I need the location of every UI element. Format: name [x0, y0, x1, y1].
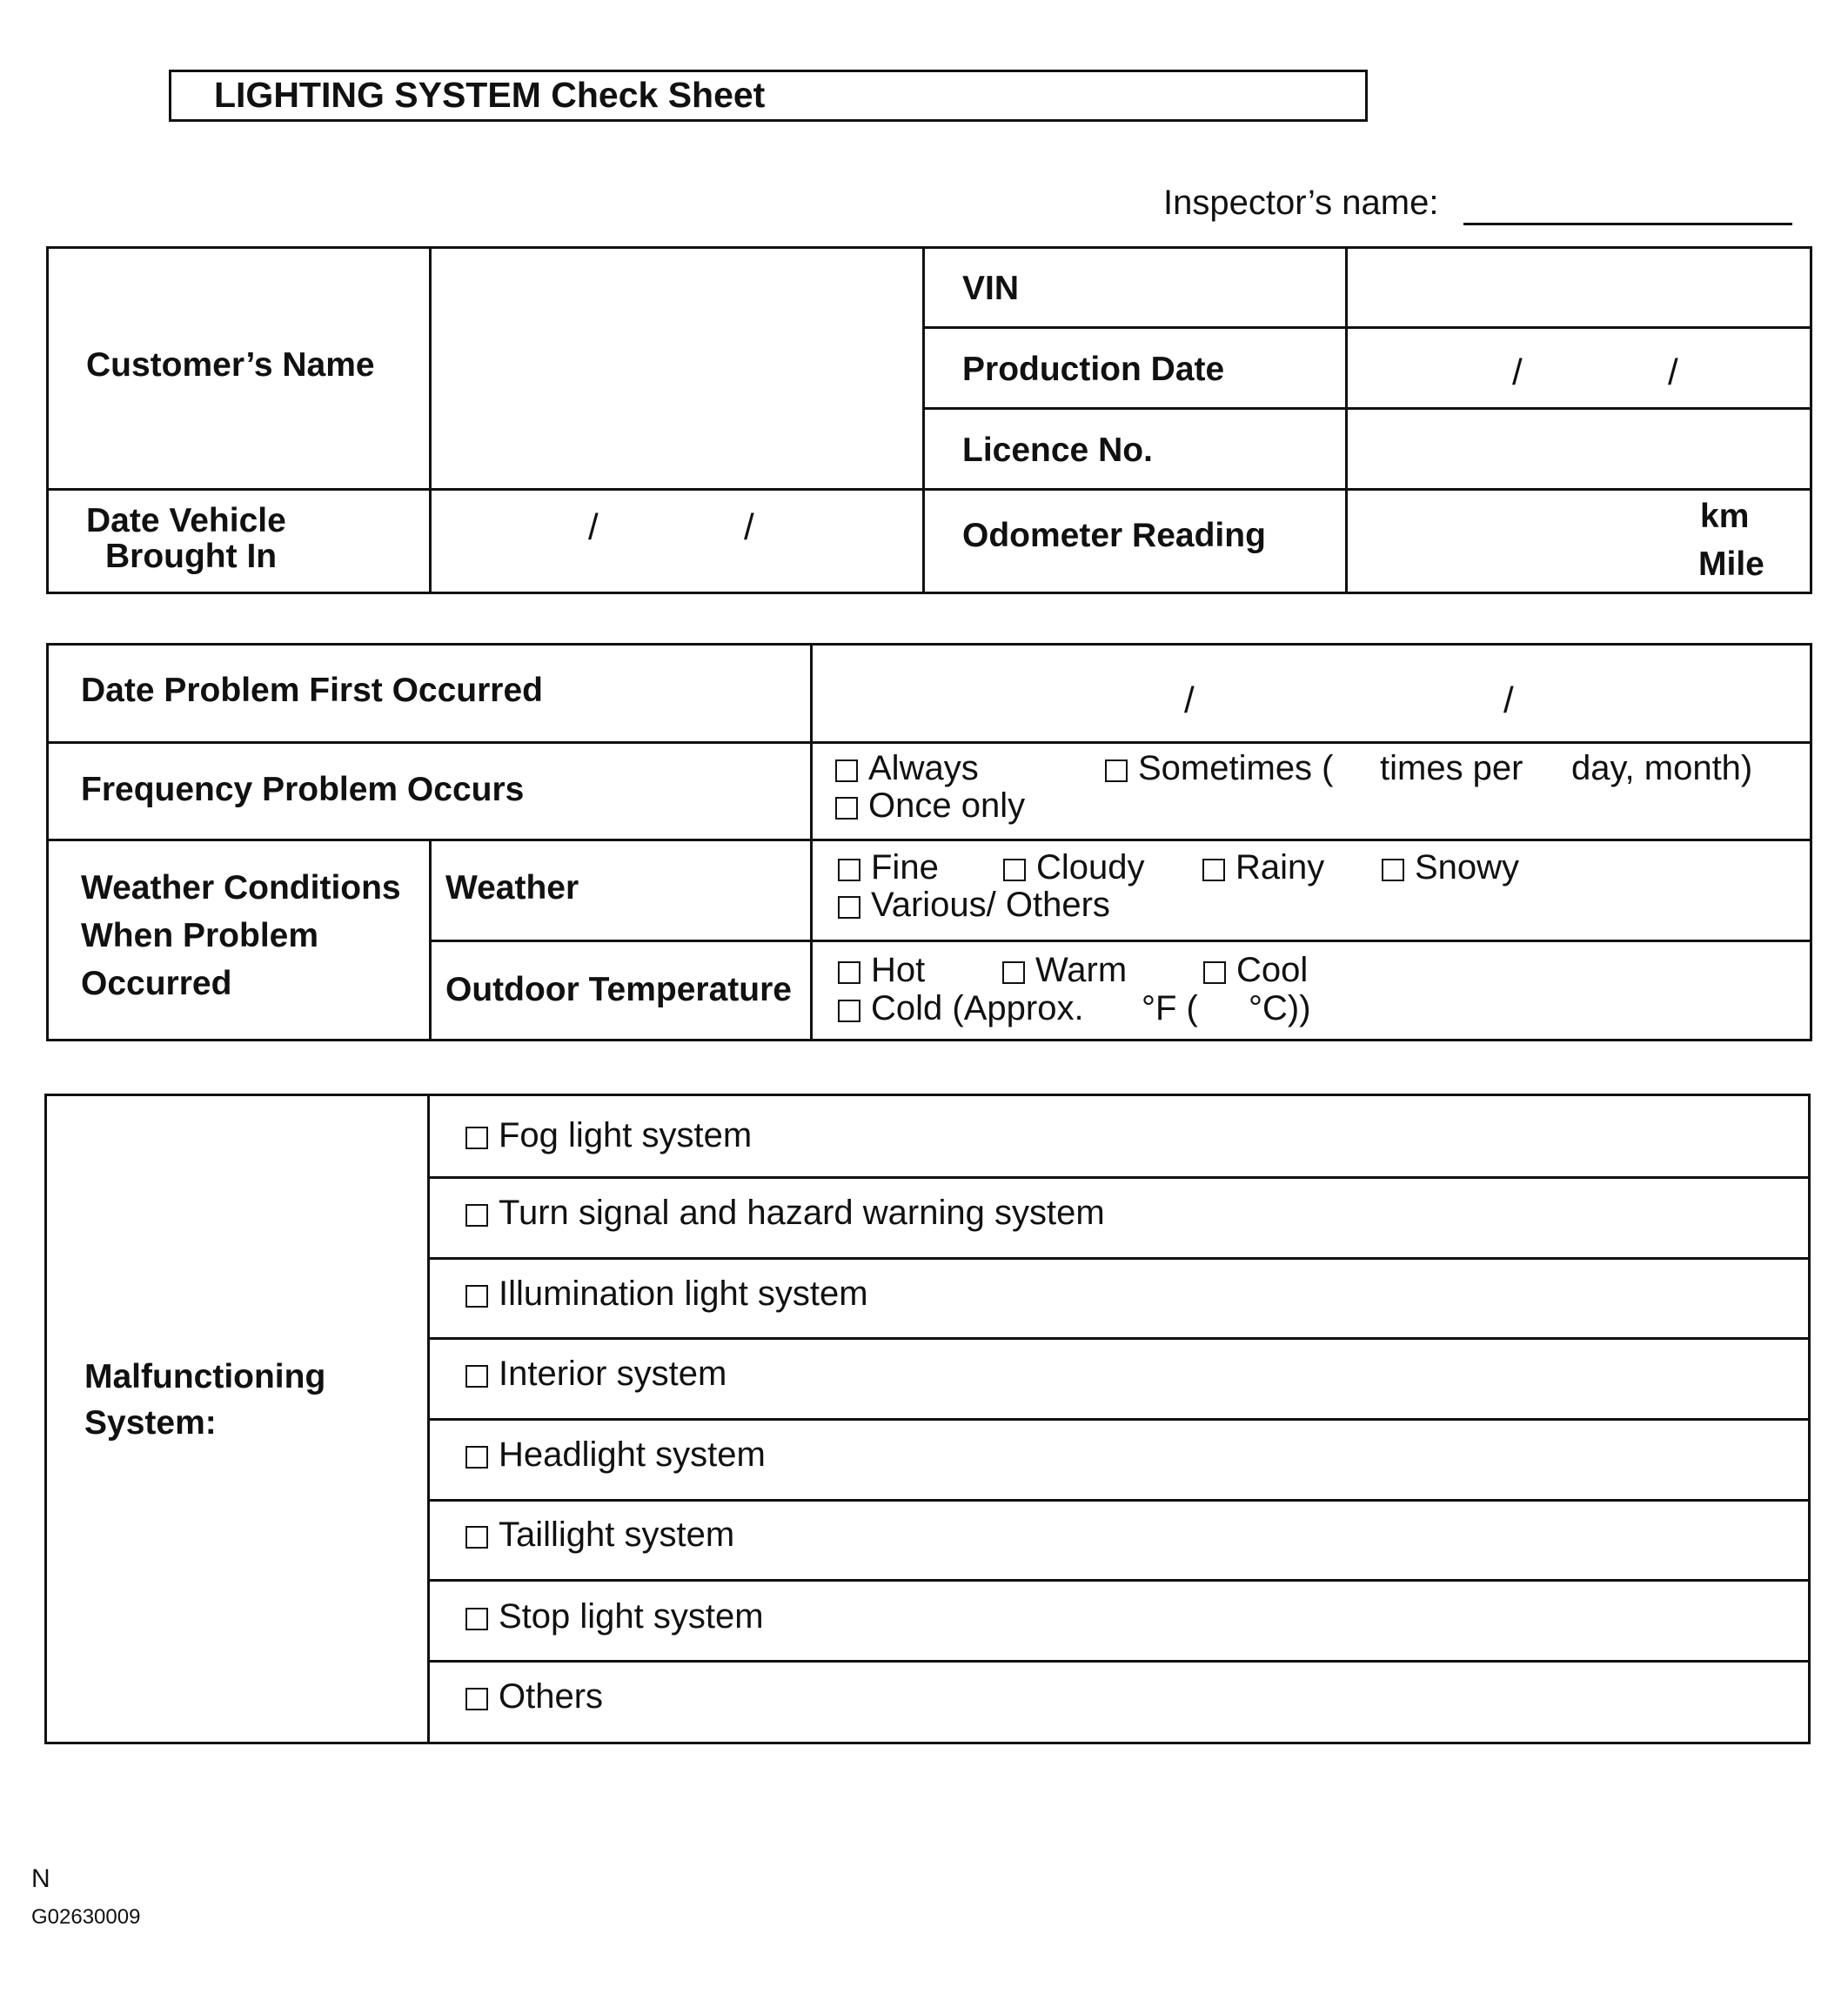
checkbox[interactable] [1105, 759, 1128, 782]
inspector-name-field[interactable] [1463, 223, 1792, 225]
checkbox[interactable] [465, 1688, 488, 1710]
checkbox[interactable] [1002, 961, 1025, 984]
date-brought-in-label-line2: Brought In [105, 538, 278, 575]
temp-celsius: °C)) [1249, 989, 1311, 1027]
checkbox[interactable] [838, 961, 860, 984]
freq-day-month: day, month) [1571, 749, 1753, 787]
date-separator: / [1512, 351, 1523, 392]
checkbox[interactable] [465, 1446, 488, 1469]
weather-label: Weather [445, 869, 579, 907]
divider [427, 1176, 1811, 1179]
customer-name-field[interactable] [432, 249, 921, 486]
divider [810, 643, 813, 1041]
footer-code: G02630009 [31, 1905, 141, 1929]
option-illumination[interactable]: Illumination light system [465, 1275, 868, 1313]
option-snowy[interactable]: Snowy [1382, 848, 1519, 887]
divider [427, 1499, 1811, 1502]
divider [46, 839, 1812, 841]
checkbox[interactable] [1003, 859, 1026, 881]
divider [922, 326, 1812, 329]
divider [427, 1660, 1811, 1663]
vin-field[interactable] [1348, 249, 1811, 325]
option-various-others[interactable]: Various/ Others [838, 886, 1110, 924]
date-separator: / [588, 506, 599, 547]
divider [46, 741, 1812, 744]
option-cool[interactable]: Cool [1203, 951, 1308, 989]
inspector-label: Inspector’s name: [1163, 184, 1439, 222]
divider [427, 1337, 1811, 1340]
date-separator: / [1503, 679, 1514, 720]
vin-label: VIN [962, 270, 1020, 307]
divider [922, 246, 925, 594]
date-separator: / [1184, 679, 1195, 720]
date-separator: / [1668, 351, 1678, 392]
licence-label: Licence No. [962, 432, 1153, 469]
production-date-label: Production Date [962, 351, 1225, 388]
checkbox[interactable] [465, 1285, 488, 1308]
checkbox[interactable] [838, 1000, 860, 1022]
malfunction-label-line1: Malfunctioning [84, 1358, 326, 1395]
divider [46, 488, 1812, 491]
date-brought-in-label-line1: Date Vehicle [86, 502, 286, 539]
option-headlight[interactable]: Headlight system [465, 1435, 766, 1474]
option-fine[interactable]: Fine [838, 848, 939, 887]
freq-times-per: times per [1380, 749, 1523, 787]
weather-group-label-line3: Occurred [81, 965, 232, 1002]
malfunction-label-line2: System: [84, 1404, 217, 1442]
frequency-label: Frequency Problem Occurs [81, 771, 525, 808]
sheet-title: LIGHTING SYSTEM Check Sheet [214, 75, 766, 115]
option-cold[interactable]: Cold (Approx. [838, 989, 1084, 1027]
date-separator: / [744, 506, 754, 547]
checkbox[interactable] [838, 859, 860, 881]
divider [427, 1579, 1811, 1582]
option-interior[interactable]: Interior system [465, 1355, 726, 1393]
option-always[interactable]: Always [835, 749, 979, 787]
footer-mark: N [31, 1864, 50, 1893]
option-sometimes[interactable]: Sometimes ( [1105, 749, 1334, 787]
option-hot[interactable]: Hot [838, 951, 925, 989]
unit-mile: Mile [1698, 545, 1764, 583]
option-turn-signal[interactable]: Turn signal and hazard warning system [465, 1194, 1105, 1232]
option-fog-light[interactable]: Fog light system [465, 1116, 752, 1154]
option-taillight[interactable]: Taillight system [465, 1516, 734, 1554]
odometer-label: Odometer Reading [962, 517, 1266, 554]
option-stop-light[interactable]: Stop light system [465, 1597, 764, 1636]
divider [427, 1418, 1811, 1421]
divider [429, 940, 1812, 942]
outdoor-temperature-label: Outdoor Temperature [445, 971, 792, 1008]
licence-field[interactable] [1348, 410, 1811, 486]
checkbox[interactable] [465, 1127, 488, 1149]
checkbox[interactable] [838, 896, 860, 919]
date-first-occurred-label: Date Problem First Occurred [81, 672, 543, 709]
weather-group-label-line1: Weather Conditions [81, 869, 401, 907]
checkbox[interactable] [465, 1204, 488, 1227]
option-rainy[interactable]: Rainy [1202, 848, 1324, 887]
checkbox[interactable] [1202, 859, 1225, 881]
temp-fahrenheit: °F ( [1142, 989, 1198, 1027]
checkbox[interactable] [1203, 961, 1226, 984]
checkbox[interactable] [465, 1365, 488, 1388]
checkbox[interactable] [835, 759, 858, 782]
option-cloudy[interactable]: Cloudy [1003, 848, 1145, 887]
divider [427, 1257, 1811, 1260]
checkbox[interactable] [465, 1608, 488, 1630]
unit-km: km [1700, 498, 1750, 535]
weather-group-label-line2: When Problem [81, 917, 319, 954]
option-others[interactable]: Others [465, 1677, 603, 1716]
customer-name-label: Customer’s Name [86, 346, 375, 384]
checkbox[interactable] [465, 1526, 488, 1549]
option-once-only[interactable]: Once only [835, 786, 1025, 825]
checkbox[interactable] [835, 797, 858, 820]
option-warm[interactable]: Warm [1002, 951, 1127, 989]
checkbox[interactable] [1382, 859, 1404, 881]
